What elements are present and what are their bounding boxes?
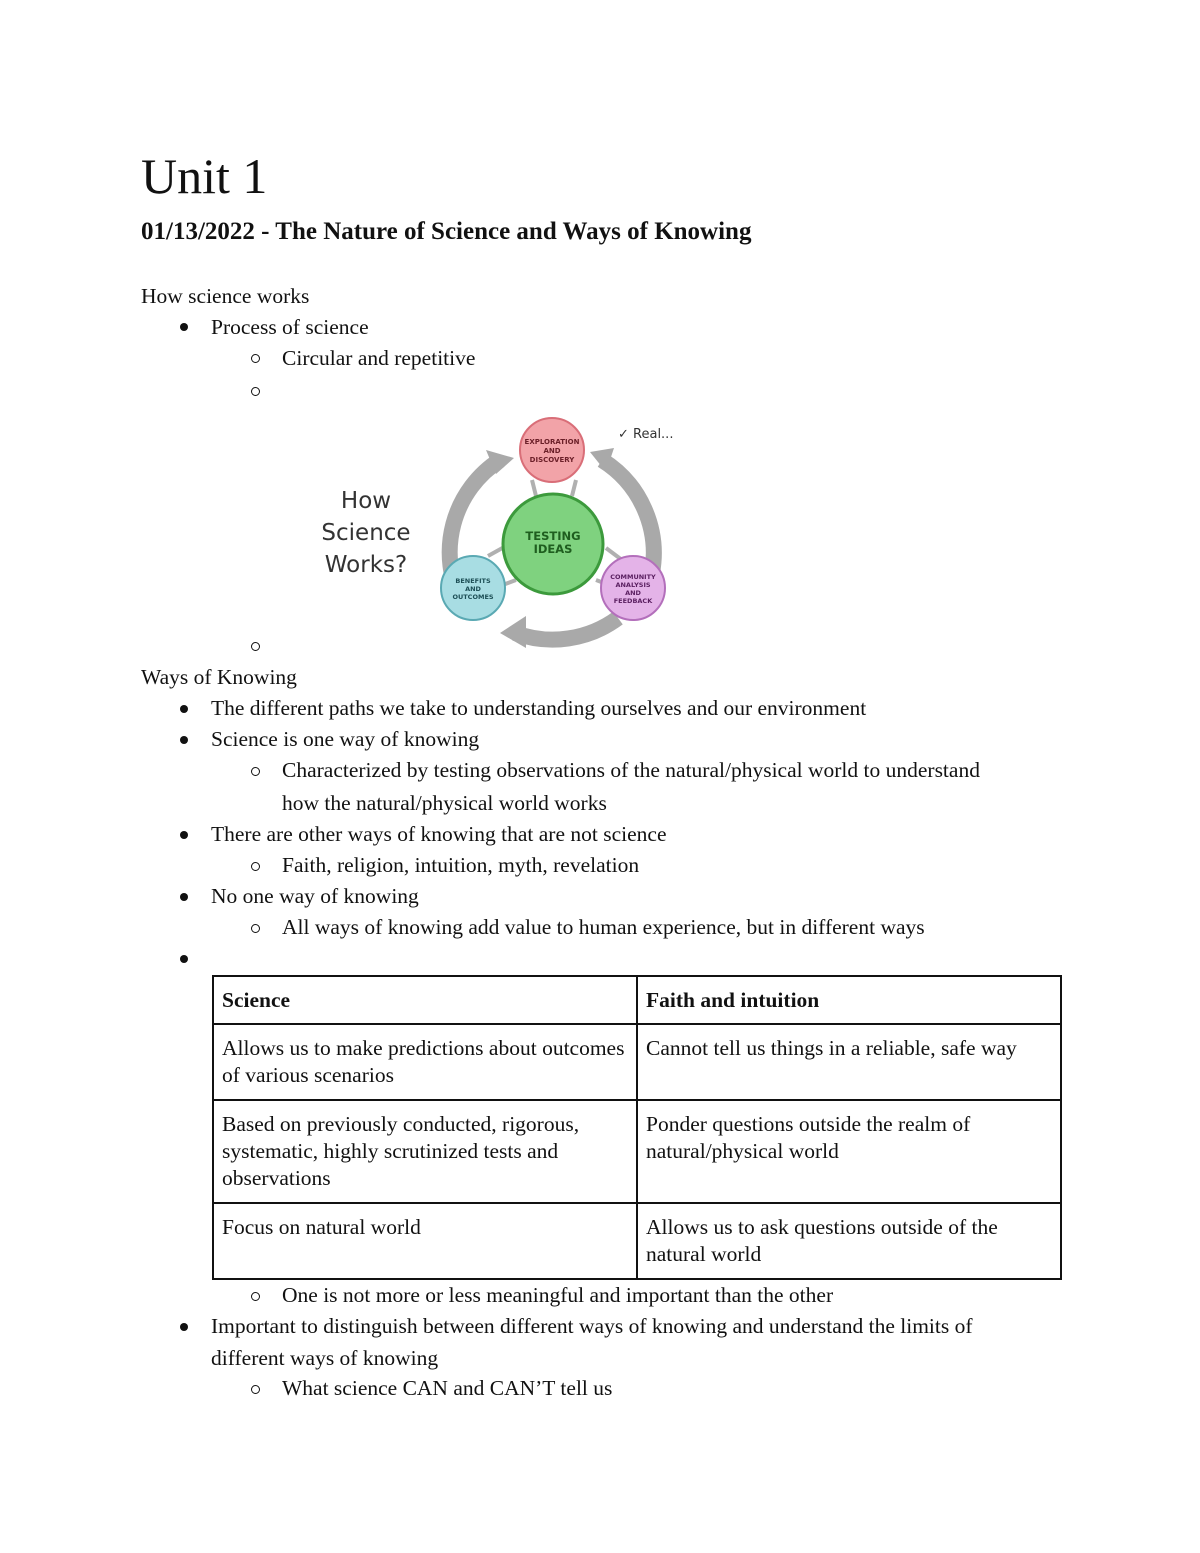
node-label: EXPLORATION bbox=[524, 438, 580, 446]
sub-bullet-circle bbox=[251, 1292, 260, 1301]
diagram-caption: Works? bbox=[324, 552, 408, 578]
page-subtitle: 01/13/2022 - The Nature of Science and Ways of Knowing bbox=[141, 218, 752, 245]
page-title: Unit 1 bbox=[141, 148, 268, 204]
comparison-table bbox=[212, 975, 1062, 1280]
table-row bbox=[213, 1100, 1061, 1203]
list-item: Circular and repetitive bbox=[282, 346, 476, 370]
list-item: Science is one way of knowing bbox=[211, 727, 480, 751]
diagram-caption: How bbox=[340, 488, 392, 514]
table-cell: Based on previously conducted, rigorous, systematic, highly scrutinized tests and observations bbox=[213, 1100, 637, 1203]
list-item: No one way of knowing bbox=[211, 884, 419, 908]
table-cell: Ponder questions outside the realm of natural/physical world bbox=[637, 1100, 1061, 1203]
node-label: TESTING bbox=[525, 529, 581, 543]
list-item: There are other ways of knowing that are not science bbox=[211, 822, 667, 846]
check-label: ✓ Real... bbox=[618, 427, 674, 442]
section-heading-ways-of-knowing: Ways of Knowing bbox=[141, 665, 297, 689]
sub-bullet-circle bbox=[251, 642, 260, 651]
node-label: AND bbox=[465, 585, 481, 593]
node-label: COMMUNITY bbox=[610, 573, 656, 581]
bullet-dot bbox=[180, 736, 188, 744]
list-item: Characterized by testing observations of the natural/physical world to understand bbox=[282, 758, 980, 782]
node-label: ANALYSIS bbox=[615, 581, 651, 589]
node-label: IDEAS bbox=[533, 542, 573, 556]
list-item: Process of science bbox=[211, 315, 369, 339]
list-item: Important to distinguish between different ways of knowing and understand the limits of bbox=[211, 1314, 973, 1338]
list-item: All ways of knowing add value to human experience, but in different ways bbox=[282, 915, 925, 939]
bullet-dot bbox=[180, 705, 188, 713]
table-row bbox=[213, 1203, 1061, 1279]
node-label: AND bbox=[625, 589, 641, 597]
table-row bbox=[213, 1024, 1061, 1100]
diagram-svg bbox=[300, 408, 730, 658]
list-item-continuation: how the natural/physical world works bbox=[282, 791, 607, 815]
sub-bullet-circle bbox=[251, 1385, 260, 1394]
bullet-dot bbox=[180, 831, 188, 839]
sub-bullet-circle bbox=[251, 862, 260, 871]
list-item: Faith, religion, intuition, myth, revelation bbox=[282, 853, 640, 877]
sub-bullet-circle bbox=[251, 924, 260, 933]
table-cell: Allows us to ask questions outside of the natural world bbox=[637, 1203, 1061, 1279]
section-heading-how-science-works: How science works bbox=[141, 284, 310, 308]
list-item: What science CAN and CAN’T tell us bbox=[282, 1376, 613, 1400]
table-header-cell: Faith and intuition bbox=[637, 976, 1061, 1024]
diagram-caption: Science bbox=[321, 520, 411, 546]
bullet-dot bbox=[180, 955, 188, 963]
list-item-continuation: different ways of knowing bbox=[211, 1346, 439, 1370]
table-header-cell: Science bbox=[213, 976, 637, 1024]
bullet-dot bbox=[180, 1323, 188, 1331]
bullet-dot bbox=[180, 323, 188, 331]
node-label: AND bbox=[543, 447, 561, 455]
node-label: DISCOVERY bbox=[529, 456, 575, 464]
sub-bullet-circle bbox=[251, 354, 260, 363]
node-label: OUTCOMES bbox=[452, 593, 494, 601]
table-cell: Cannot tell us things in a reliable, safe way bbox=[637, 1024, 1061, 1100]
table-header-row bbox=[213, 976, 1061, 1024]
table-cell: Focus on natural world bbox=[213, 1203, 637, 1279]
list-item: The different paths we take to understanding ourselves and our environment bbox=[211, 696, 867, 720]
cycle-arrow-bottom bbox=[515, 618, 618, 640]
arrowhead-icon bbox=[500, 616, 526, 648]
sub-bullet-circle bbox=[251, 767, 260, 776]
node-label: FEEDBACK bbox=[613, 597, 653, 605]
how-science-works-diagram bbox=[300, 408, 730, 658]
sub-bullet-circle bbox=[251, 387, 260, 396]
list-item: One is not more or less meaningful and important than the other bbox=[282, 1283, 834, 1307]
bullet-dot bbox=[180, 893, 188, 901]
node-label: BENEFITS bbox=[455, 577, 491, 585]
table-cell: Allows us to make predictions about outcomes of various scenarios bbox=[213, 1024, 637, 1100]
